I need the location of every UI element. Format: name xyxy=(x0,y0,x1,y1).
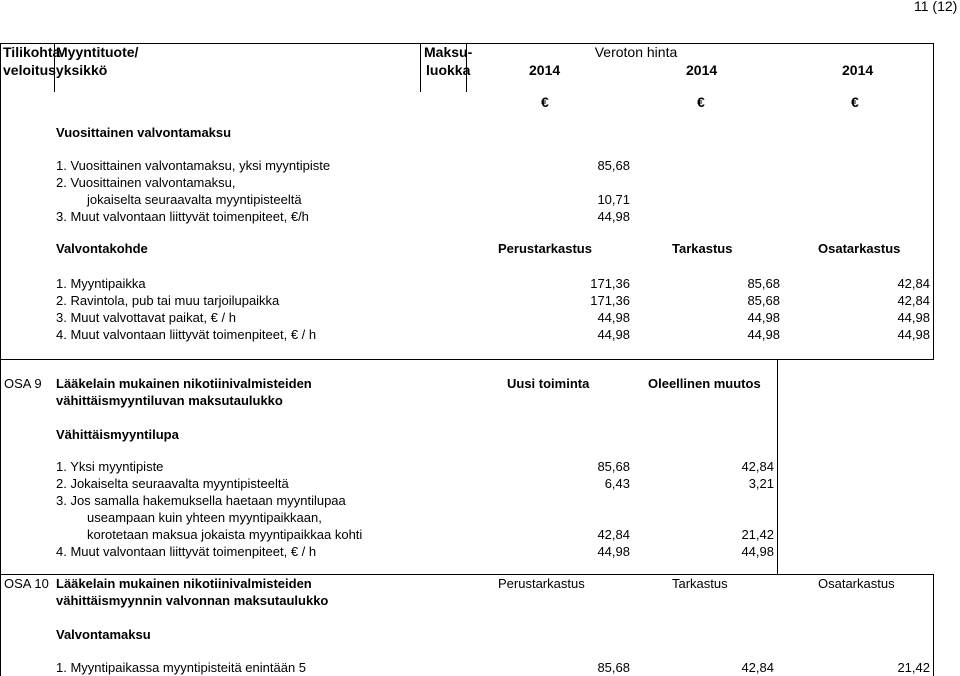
osa9-row1-v2: 42,84 xyxy=(741,459,774,474)
header-year-1: 2014 xyxy=(529,62,561,78)
s1-row1-label: 1. Vuosittainen valvontamaksu, yksi myyntipiste xyxy=(56,158,331,173)
s2-col-tarkastus: Tarkastus xyxy=(672,241,733,256)
osa10-col-perustarkastus: Perustarkastus xyxy=(498,576,585,591)
osa9-col-new: Uusi toiminta xyxy=(507,376,590,391)
right-border-top xyxy=(933,43,934,359)
currency-1: € xyxy=(541,94,549,110)
s1-row2-label-cont: jokaiselta seuraavalta myyntipisteeltä xyxy=(87,192,302,207)
osa9-row1-v1: 85,68 xyxy=(597,459,630,474)
s2-row4-v3: 44,98 xyxy=(897,327,930,342)
osa9-row2-label: 2. Jokaiselta seuraavalta myyntipisteeltä xyxy=(56,476,289,491)
osa10-title-2: vähittäismyynnin valvonnan maksutaulukko xyxy=(56,593,329,608)
header-product: Myyntituote/ xyxy=(56,44,139,60)
s2-row1-v2: 85,68 xyxy=(747,276,780,291)
s1-row2-label: 2. Vuosittainen valvontamaksu, xyxy=(56,175,236,190)
osa9-subtitle: Vähittäismyyntilupa xyxy=(56,427,179,442)
osa9-title-2: vähittäismyyntiluvan maksutaulukko xyxy=(56,393,283,408)
s2-row4-label: 4. Muut valvontaan liittyvät toimenpiteet, € / h xyxy=(56,327,317,342)
s1-title: Vuosittainen valvontamaksu xyxy=(56,125,232,140)
osa9-row3-label-3: korotetaan maksua jokaista myyntipaikkaa kohti xyxy=(87,527,363,542)
osa9-row2-v1: 6,43 xyxy=(604,476,630,491)
s2-row3-v1: 44,98 xyxy=(597,310,630,325)
s2-row3-v3: 44,98 xyxy=(897,310,930,325)
osa10-subtitle: Valvontamaksu xyxy=(56,627,151,642)
osa9-row1-label: 1. Yksi myyntipiste xyxy=(56,459,164,474)
currency-3: € xyxy=(851,94,859,110)
osa10-code: OSA 10 xyxy=(4,576,49,591)
col-divider-2 xyxy=(420,43,421,92)
header-tilikohta: Tilikohta xyxy=(3,44,61,60)
s1-row3-value: 44,98 xyxy=(597,209,630,224)
osa10-col-osatarkastus: Osatarkastus xyxy=(818,576,895,591)
s2-row3-v2: 44,98 xyxy=(747,310,780,325)
s1-row3-label: 3. Muut valvontaan liittyvät toimenpiteet, €/h xyxy=(56,209,309,224)
page-number: 11 (12) xyxy=(914,0,958,14)
s2-row1-label: 1. Myyntipaikka xyxy=(56,276,146,291)
osa10-row1-v1: 85,68 xyxy=(597,660,630,675)
osa9-row2-v2: 3,21 xyxy=(748,476,774,491)
osa9-title-1: Lääkelain mukainen nikotiinivalmisteiden xyxy=(56,376,312,391)
s2-row1-v3: 42,84 xyxy=(897,276,930,291)
osa10-row1-v3: 21,42 xyxy=(897,660,930,675)
s2-row4-v1: 44,98 xyxy=(597,327,630,342)
header-product-unit: veloitusyksikkö xyxy=(3,62,108,78)
header-year-2: 2014 xyxy=(686,62,718,78)
osa9-row4-v1: 44,98 xyxy=(597,544,630,559)
osa9-code: OSA 9 xyxy=(4,376,42,391)
osa9-row3-v2: 21,42 xyxy=(741,527,774,542)
header-year-3: 2014 xyxy=(842,62,874,78)
s2-row2-label: 2. Ravintola, pub tai muu tarjoilupaikka xyxy=(56,293,280,308)
header-fee-class-1: Maksu- xyxy=(424,44,473,60)
osa9-top-border xyxy=(0,359,934,360)
s2-row4-v2: 44,98 xyxy=(747,327,780,342)
s2-col-perustarkastus: Perustarkastus xyxy=(498,241,592,256)
osa10-title-1: Lääkelain mukainen nikotiinivalmisteiden xyxy=(56,576,312,591)
header-fee-class-2: luokka xyxy=(426,62,471,78)
osa9-col-change: Oleellinen muutos xyxy=(648,376,761,391)
osa10-col-tarkastus: Tarkastus xyxy=(672,576,728,591)
s2-row3-label: 3. Muut valvottavat paikat, € / h xyxy=(56,310,236,325)
s1-row1-value: 85,68 xyxy=(597,158,630,173)
osa10-top-border xyxy=(0,574,934,575)
osa9-row3-label-1: 3. Jos samalla hakemuksella haetaan myyntilupaa xyxy=(56,493,346,508)
s2-row1-v1: 171,36 xyxy=(590,276,630,291)
s2-row2-v3: 42,84 xyxy=(897,293,930,308)
osa9-right-border xyxy=(777,359,778,574)
osa10-row1-v2: 42,84 xyxy=(741,660,774,675)
currency-2: € xyxy=(697,94,705,110)
osa10-row1-label: 1. Myyntipaikassa myyntipisteitä enintään 5 xyxy=(56,660,307,675)
s2-row2-v1: 171,36 xyxy=(590,293,630,308)
s1-row2-value: 10,71 xyxy=(597,192,630,207)
osa9-row4-v2: 44,98 xyxy=(741,544,774,559)
right-border-bottom xyxy=(933,574,934,676)
s2-title: Valvontakohde xyxy=(56,241,148,256)
s2-col-osatarkastus: Osatarkastus xyxy=(818,241,901,256)
osa9-row3-v1: 42,84 xyxy=(597,527,630,542)
osa9-row4-label: 4. Muut valvontaan liittyvät toimenpiteet, € / h xyxy=(56,544,317,559)
s2-row2-v2: 85,68 xyxy=(747,293,780,308)
header-price-title: Veroton hinta xyxy=(594,44,678,60)
osa9-row3-label-2: useampaan kuin yhteen myyntipaikkaan, xyxy=(87,510,322,525)
